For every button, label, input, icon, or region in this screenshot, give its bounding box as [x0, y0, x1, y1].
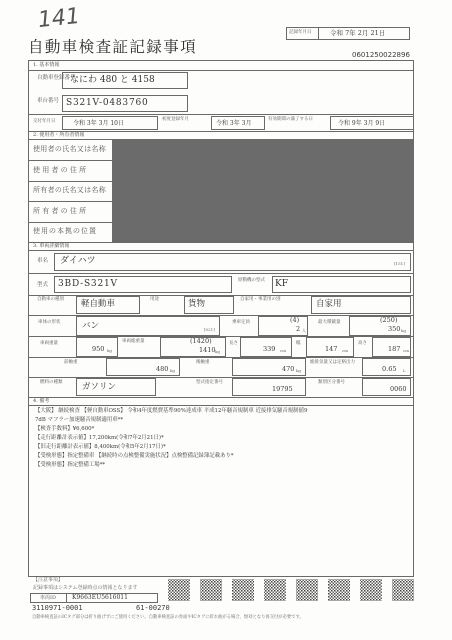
private-value: 自家用 [316, 299, 342, 309]
notes-line: 記録事項はシステム登録時点の情報となります [33, 585, 138, 591]
expiry-label: 有効期間の満了する日 [268, 117, 313, 122]
first-reg-date-label: 交付年月日 [33, 119, 56, 124]
width-label: 幅 [296, 341, 301, 346]
remark-4: 【旧走行距離計表示値】8,400km(令和5年2月17日)* [35, 444, 166, 450]
height-label: 高さ [358, 341, 367, 346]
gross-label: 車両総重量 [122, 339, 145, 344]
owner-field-2: 所有者の氏名又は名称 [33, 186, 106, 194]
height-value: 187 [388, 345, 401, 353]
maker-label: 車名 [37, 258, 49, 264]
displacement-value: 0.65 [382, 365, 397, 373]
remark-1: 7dB マフラー加速騒音規制適用車** [35, 417, 124, 423]
length-label: 長さ [229, 341, 238, 346]
remark-6: 【受検形態】指定整備工場** [35, 462, 106, 468]
car-id-label: 車両ID [40, 595, 56, 601]
model-label: 型式 [37, 282, 49, 288]
capacity-value1: (4) [290, 316, 300, 324]
capacity-unit: 人 [302, 328, 306, 333]
fuel-value: ガソリン [82, 382, 117, 392]
gross-unit: kg [215, 349, 220, 354]
section2-title: 2. 使用者・所有者情報 [33, 132, 85, 138]
chassis-number-value: S321V-0483760 [66, 98, 149, 108]
max-load-unit: kg [401, 328, 406, 333]
private-label: 自家用・事業用の別 [240, 297, 281, 302]
height-unit: cm [403, 348, 410, 353]
weight-unit: kg [107, 348, 112, 353]
capacity-label: 乗車定員 [232, 320, 250, 325]
category-num-label: 類別区分番号 [318, 380, 345, 385]
engine-label: 原動機の型式 [238, 278, 265, 283]
front-axle-unit: kg [170, 368, 175, 373]
owner-field-4: 使用の本拠の位置 [33, 227, 97, 235]
page-title: 自動車検査証記録事項 [28, 38, 198, 56]
footer-left-code: 3110971-0001 [32, 604, 83, 612]
first-reg-label: 初度登録年月 [162, 117, 189, 122]
reg-number-value: なにわ 480 と 4158 [70, 75, 155, 85]
first-reg-date-value: 令和 3年 3月 10日 [73, 120, 124, 127]
body-label: 車体の形状 [38, 320, 61, 325]
remark-5: 【受検形態】指定整備車 【継続時の点検整備実施状況】点検整備記録簿記載あり* [35, 453, 234, 459]
remark-2: 【検査手数料】¥6,600* [35, 426, 95, 432]
gross-value1: (1420) [190, 337, 212, 345]
type-num-label: 型式指定番号 [196, 380, 223, 385]
category-num-value: 0060 [390, 385, 407, 393]
width-unit: cm [342, 348, 349, 353]
front-axle-value: 480 [156, 365, 169, 373]
issue-date-label: 記録年月日 [289, 30, 312, 35]
kind-value: 軽自動車 [81, 299, 116, 309]
footer-note: 自動車検査証のICタグ部分は折り曲げずにご使用ください。自動車検査証の券面やICタグに折れ曲がる場合、無効となり再交付が必要です。 [32, 615, 304, 620]
handwritten-number: 141 [36, 3, 82, 34]
weight-label: 車両重量 [40, 341, 58, 346]
issue-date-value: 令和 7年 2月 21日 [330, 29, 386, 37]
displacement-label: 総排気量又は定格出力 [310, 360, 355, 365]
remark-3: 【走行距離計表示値】17,200km(令和7年2月21日)* [35, 435, 164, 441]
owner-field-0: 使用者の氏名又は名称 [33, 145, 106, 153]
maker-code: [151] [394, 261, 405, 266]
chassis-number-label: 車台番号 [37, 98, 60, 104]
section3-title: 3. 車両詳細情報 [33, 243, 70, 249]
length-value: 339 [263, 345, 276, 353]
body-code: [021] [204, 327, 215, 332]
qr-code-row [166, 578, 416, 602]
body-value: バン [82, 321, 100, 331]
notes-title: 【注意事項】 [33, 577, 64, 583]
maker-value: ダイハツ [60, 256, 96, 266]
rear-axle-label: 後軸重 [196, 360, 210, 365]
max-load-value2: 350 [388, 325, 401, 333]
car-id-value: K9663EU5616011 [72, 594, 128, 601]
expiry-value: 令和 9年 3月 9日 [338, 120, 386, 127]
type-num-value: 19795 [272, 385, 293, 393]
length-unit: cm [280, 348, 287, 353]
remark-0: 【大阪】 継続検査 【軽自動車OSS】 令和4年度燃費基準90%達成車 平成12年騒音規制車 近接排気騒音規制値9 [35, 408, 308, 414]
owner-field-1: 使 用 者 の 住 所 [33, 166, 87, 174]
max-load-label: 最大積載量 [318, 320, 341, 325]
section4-title: 4. 備考 [33, 398, 50, 404]
first-reg-value: 令和 3年 3月 [216, 120, 252, 127]
gross-value2: 1410 [199, 346, 216, 354]
owner-field-3: 所 有 者 の 住 所 [33, 207, 87, 215]
fuel-label: 燃料の種類 [40, 380, 63, 385]
rear-axle-unit: kg [296, 368, 301, 373]
qr-code-icon [166, 578, 416, 602]
max-load-value1: (250) [380, 316, 398, 324]
redacted-owner-info [112, 139, 414, 242]
engine-value: KF [275, 279, 288, 289]
front-axle-label: 前軸重 [64, 360, 78, 365]
capacity-value2: 2 [296, 325, 301, 333]
rear-axle-value: 470 [282, 365, 295, 373]
reg-number-label: 自動車登録番号 [37, 75, 76, 81]
section1-title: 1. 基本情報 [33, 62, 60, 68]
use-label: 用途 [150, 297, 159, 302]
use-value: 貨物 [188, 299, 206, 309]
document-number: 0601250022896 [352, 51, 410, 59]
footer-mid-code: 61-00270 [136, 604, 170, 612]
displacement-unit: L [403, 368, 406, 373]
kind-label: 自動車の種別 [37, 297, 64, 302]
width-value: 147 [325, 345, 338, 353]
weight-value: 950 [92, 345, 105, 353]
model-value: 3BD-S321V [58, 279, 118, 289]
